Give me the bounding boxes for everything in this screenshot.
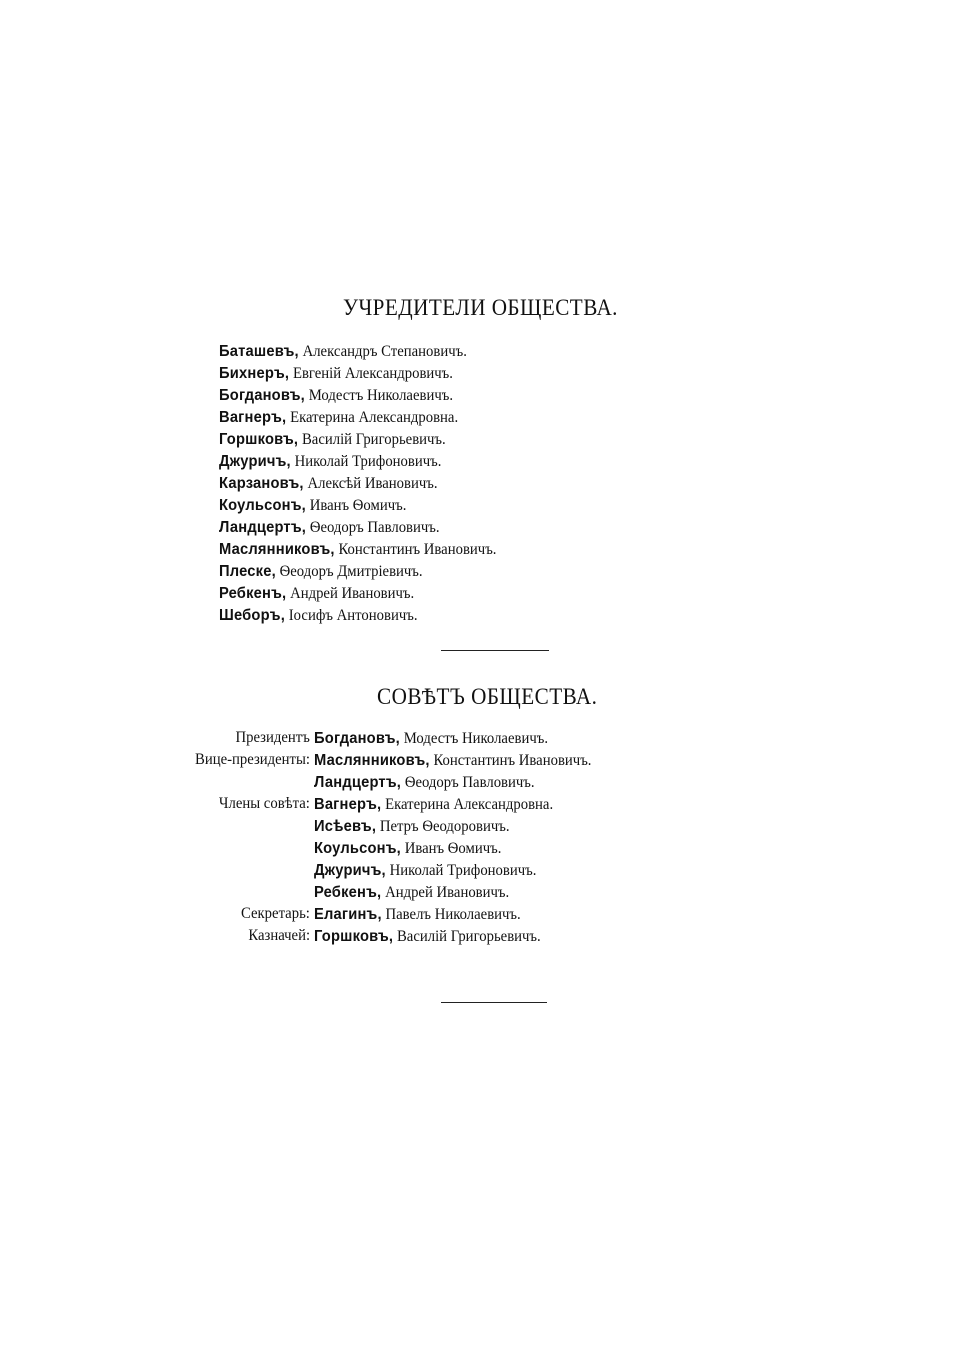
council-member-given-name: Василій Григорьевичъ. [396,928,541,945]
founder-surname: Богдановъ, [219,387,305,404]
council-member-surname: Ребкенъ, [314,884,382,901]
council-entry [0,925,953,947]
council-entry [0,837,953,859]
council-member-surname: Елагинъ, [314,906,382,923]
council-member-given-name: Иванъ Ѳомичъ. [404,840,502,857]
founder-entry [219,538,496,560]
founder-given-name: Василій Григорьевичъ. [301,431,446,448]
founder-given-name: Ѳеодоръ Павловичъ. [309,519,440,536]
founder-surname: Шеборъ, [219,607,285,624]
founder-surname: Маслянниковъ, [219,541,335,558]
council-member [314,903,521,926]
council-entry [0,793,953,815]
founder-surname: Ландцертъ, [219,519,307,536]
council-member-given-name: Петръ Ѳеодоровичъ. [379,818,510,835]
council-member-surname: Исѣевъ, [314,818,377,835]
founder-surname: Джуричъ, [219,453,291,470]
founder-given-name: Андрей Ивановичъ. [290,585,415,602]
council-entry [0,727,953,749]
council-role: Президентъ [235,729,310,746]
council-member [314,859,536,882]
founder-entry [219,340,496,362]
founder-given-name: Константинъ Ивановичъ. [338,541,497,558]
council-member [314,749,591,772]
council-member-given-name: Павелъ Николаевичъ. [385,906,521,923]
council-member-surname: Маслянниковъ, [314,752,430,769]
founder-given-name: Евгеній Александровичъ. [292,365,453,382]
founder-surname: Баташевъ, [219,343,299,360]
founder-entry [219,428,496,450]
founder-surname: Бихнеръ, [219,365,290,382]
council-member [314,815,510,838]
founder-entry [219,406,496,428]
founder-surname: Карзановъ, [219,475,304,492]
council-member [314,837,501,860]
founder-given-name: Екатерина Александровна. [290,409,459,426]
founder-surname: Ребкенъ, [219,585,287,602]
council-member-surname: Джуричъ, [314,862,386,879]
founder-given-name: Александръ Степановичъ. [302,343,467,360]
council-member-given-name: Константинъ Ивановичъ. [433,752,592,769]
council-entry [0,859,953,881]
founder-given-name: Іосифъ Антоновичъ. [288,607,418,624]
council-member-given-name: Андрей Ивановичъ. [385,884,510,901]
founder-surname: Коульсонъ, [219,497,306,514]
founders-list [219,340,521,626]
council-member [314,793,553,816]
founder-surname: Вагнеръ, [219,409,287,426]
council-member [314,925,541,948]
council-member [314,727,548,750]
end-divider [441,1002,547,1003]
council-entry [0,903,953,925]
council-heading: СОВѢТЪ ОБЩЕСТВА. [377,684,598,709]
founder-given-name: Ѳеодоръ Дмитріевичъ. [279,563,423,580]
council-member-given-name: Екатерина Александровна. [385,796,554,813]
council-member-surname: Богдановъ, [314,730,400,747]
council-member [314,771,535,794]
founder-entry [219,604,496,626]
founder-surname: Горшковъ, [219,431,299,448]
council-entry [0,771,953,793]
founder-entry [219,384,496,406]
council-role: Казначей: [248,927,310,944]
council-member [314,881,509,904]
council-member-surname: Вагнеръ, [314,796,382,813]
founder-given-name: Николай Трифоновичъ. [294,453,442,470]
founder-given-name: Алексѣй Ивановичъ. [307,475,438,492]
council-member-given-name: Модестъ Николаевичъ. [403,730,549,747]
council-member-surname: Горшковъ, [314,928,394,945]
section-divider [441,650,549,651]
founder-entry [219,494,496,516]
council-member-given-name: Ѳеодоръ Павловичъ. [404,774,535,791]
founder-given-name: Модестъ Николаевичъ. [308,387,454,404]
council-list [0,727,953,947]
council-member-given-name: Николай Трифоновичъ. [389,862,537,879]
council-entry [0,815,953,837]
founders-heading: УЧРЕДИТЕЛИ ОБЩЕСТВА. [343,295,618,320]
founder-entry [219,516,496,538]
council-member-surname: Коульсонъ, [314,840,401,857]
founder-entry [219,472,496,494]
founder-entry [219,362,496,384]
council-member-surname: Ландцертъ, [314,774,402,791]
council-entry [0,749,953,771]
founder-entry [219,450,496,472]
founder-surname: Плеске, [219,563,276,580]
founder-given-name: Иванъ Ѳомичъ. [309,497,407,514]
council-role: Члены совѣта: [219,795,310,812]
founder-entry [219,560,496,582]
council-role: Вице-президенты: [195,751,310,768]
founder-entry [219,582,496,604]
council-role: Секретарь: [241,905,310,922]
council-entry [0,881,953,903]
